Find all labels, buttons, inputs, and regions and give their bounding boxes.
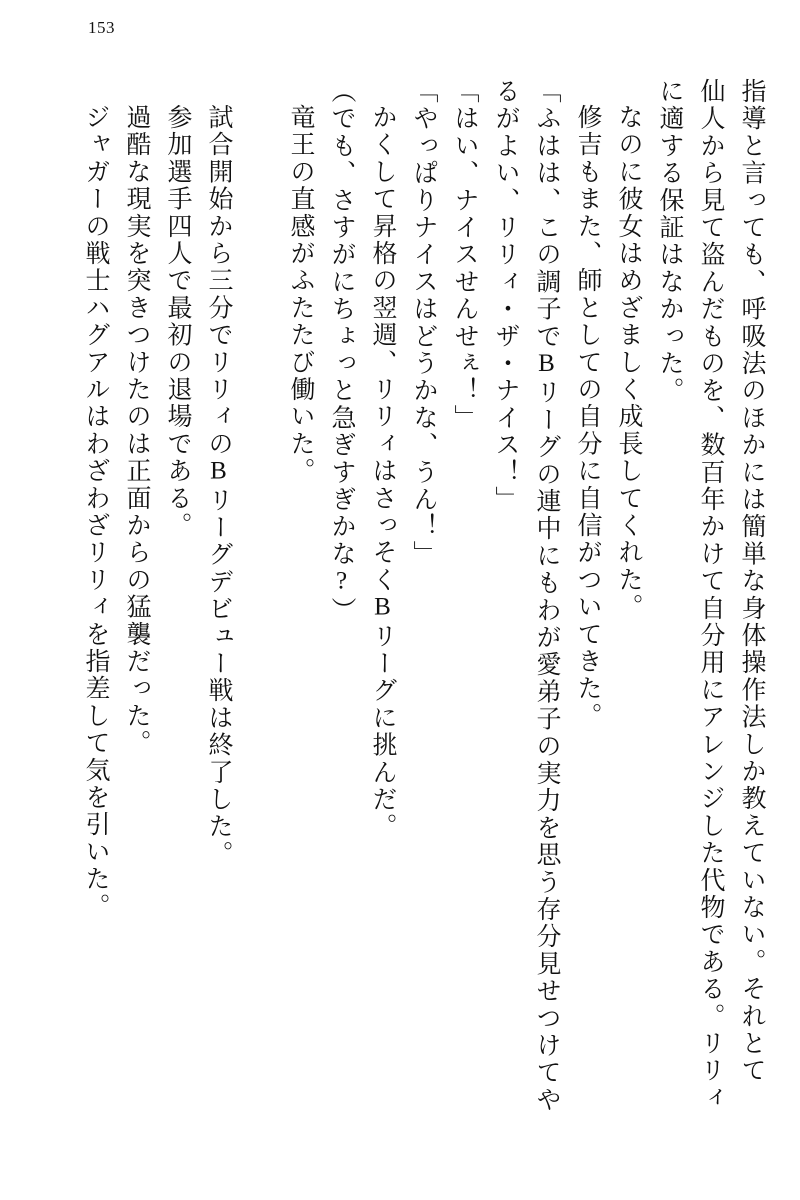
text-line: ジャガーの戦士ハグアルはわざわざリリィを指差して気を引いた。: [82, 104, 109, 920]
text-line: 「やっぱりナイスはどうかな、うん！」: [410, 78, 437, 568]
text-line: なのに彼女はめざましく成長してくれた。: [615, 104, 642, 621]
text-line: 修吉もまた、師としての自分に自信がついてきた。: [574, 104, 601, 730]
text-line: 仙人から見て盗んだものを、数百年かけて自分用にアレンジした代物である。リリィ: [697, 78, 724, 1112]
text-line: 「はい、ナイスせんせぇ！」: [451, 78, 478, 432]
text-line: に適する保証はなかった。: [656, 78, 683, 405]
page-body-text: [36, 78, 764, 1140]
page-number: 153: [88, 18, 115, 37]
text-line: （でも、さすがにちょっと急ぎすぎかな?）: [328, 78, 355, 624]
text-line: 「ふはは、この調子でBリーグの連中にもわが愛弟子の実力を思う存分見せつけてや: [533, 78, 560, 1114]
text-line: るがよい、リリィ・ザ・ナイス！」: [492, 78, 519, 514]
text-line: かくして昇格の翌週、リリィはさっそくBリーグに挑んだ。: [369, 104, 396, 841]
text-line: 参加選手四人で最初の退場である。: [164, 104, 191, 540]
text-line: 試合開始から三分でリリィのBリーグデビュー戦は終了した。: [205, 104, 232, 868]
text-line: [231, 78, 272, 1113]
text-line: 竜王の直感がふたたび働いた。: [287, 104, 314, 485]
text-line: 指導と言っても、呼吸法のほかには簡単な身体操作法しか教えていない。それとて: [738, 78, 765, 1085]
text-line: 過酷な現実を突きつけたのは正面からの猛襲だった。: [123, 104, 150, 757]
